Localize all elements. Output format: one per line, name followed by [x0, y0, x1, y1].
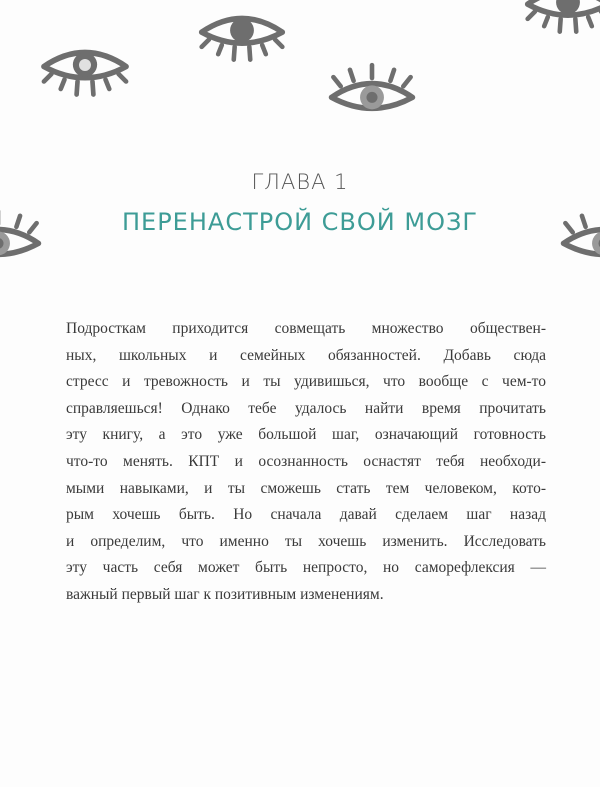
eye-icon — [38, 46, 132, 102]
text-line: Подросткам приходится совмещать множество обществен- — [66, 320, 546, 337]
text-line: рым хочешь быть. Но сначала давай сделаем шаг назад — [66, 506, 546, 524]
eye-icon — [326, 62, 418, 118]
text-line: что-то менять. КПТ и осознанность оснастят тебя необходи- — [66, 452, 546, 470]
text-line: справляешься! Однако тебе удалось найти время прочитать — [66, 399, 546, 417]
text-line: важный первый шаг к позитивным изменениям. — [66, 585, 384, 603]
eye-icon — [522, 0, 600, 39]
text-line: стресс и тревожность и ты удивишься, что вообще с чем-то — [66, 373, 546, 391]
chapter-title: ПЕРЕНАСТРОЙ СВОЙ МОЗГ — [122, 208, 478, 236]
eye-icon — [196, 12, 288, 67]
text-line: ных, школьных и семейных обязанностей. Добавь сюда — [66, 346, 546, 364]
text-line: эту книгу, а это уже большой шаг, означающий готовность — [66, 426, 546, 444]
text-line: эту часть себя может быть непросто, но саморефлексия — — [66, 559, 546, 577]
body-paragraph — [66, 316, 546, 609]
text-line: мыми навыками, и ты сможешь стать тем человеком, кото- — [66, 479, 546, 497]
chapter-label: ГЛАВА 1 — [251, 170, 349, 194]
text-line: и определим, что именно ты хочешь изменить. Исследовать — [66, 532, 546, 550]
